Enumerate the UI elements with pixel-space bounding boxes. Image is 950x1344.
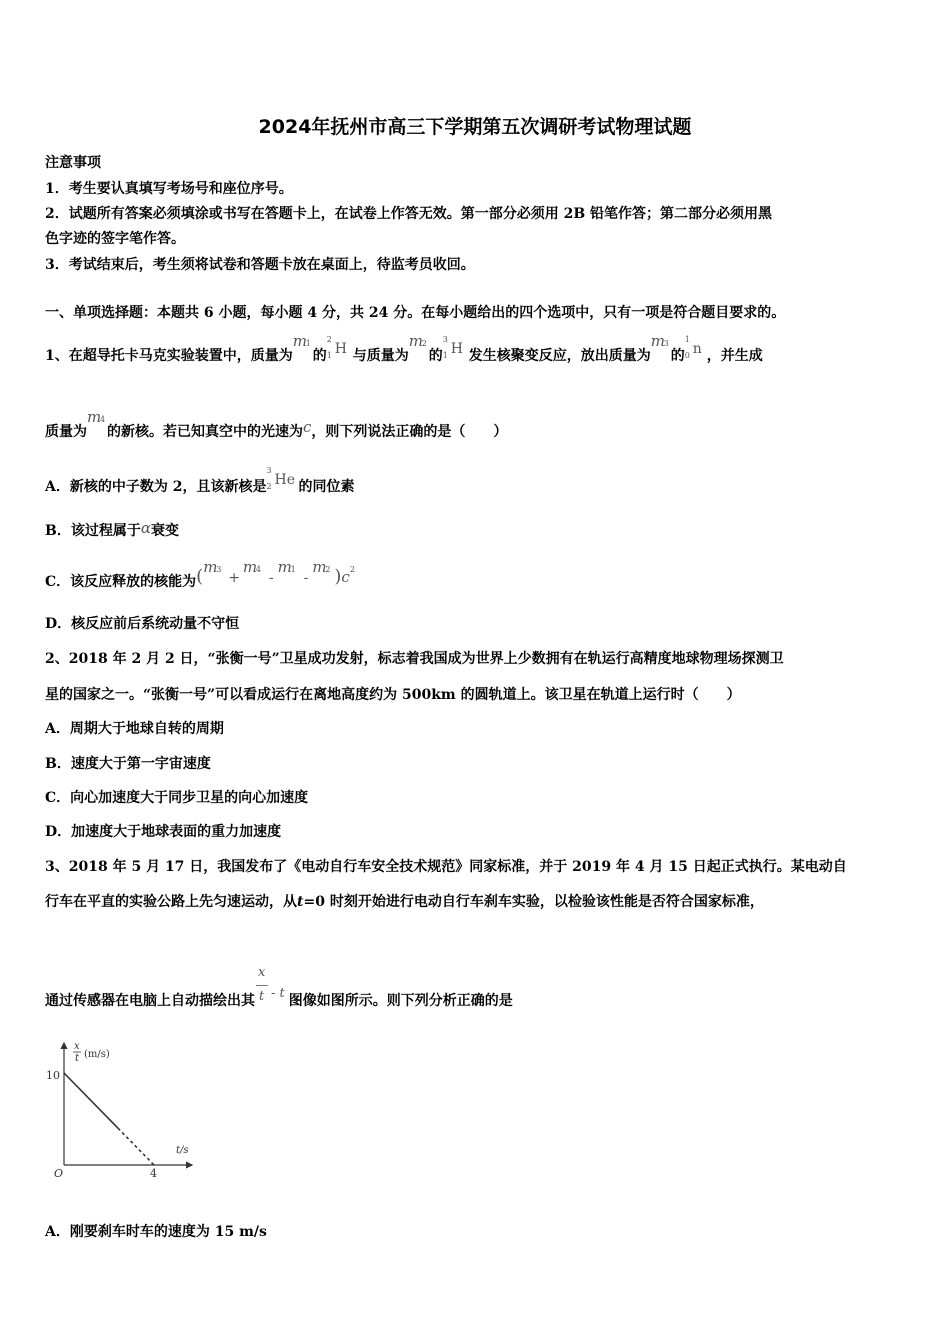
q1-text: 发生核聚变反应，放出质量为 <box>468 348 651 364</box>
q3-stem-line2 <box>45 891 764 911</box>
q1-text: 的 <box>428 348 443 364</box>
data-line-solid <box>64 1073 118 1128</box>
option-text: B．该过程属于 <box>45 523 141 539</box>
q1-option-a <box>45 466 355 496</box>
q1-text: 1、在超导托卡马克实验装置中，质量为 <box>45 348 293 364</box>
mass-m2: m 2 <box>408 332 427 350</box>
q1-text: 质量为 <box>45 424 87 440</box>
notice-item-1: 1．考生要认真填写考场号和座位序号。 <box>45 181 293 197</box>
q1-text: ，则下列说法正确的是（ ） <box>311 424 508 440</box>
q3-text: 通过传感器在电脑上自动描绘出其 <box>45 993 255 1009</box>
mass-m1: m 1 <box>292 332 311 350</box>
q1-text: 与质量为 <box>352 348 409 364</box>
q3-option-a: A．刚要刹车时车的速度为 15 m/s <box>45 1224 267 1240</box>
option-text: C．该反应释放的核能为 <box>45 574 197 590</box>
q3-text: 图像如图所示。则下列分析正确的是 <box>288 993 513 1009</box>
q3-stem-line1: 3、2018 年 5 月 17 日，我国发布了《电动自行车安全技术规范》同家标准，并于 2019 年 4 月 15 日起正式执行。某电动自 <box>45 859 847 875</box>
q1-text: ，并生成 <box>706 348 763 364</box>
page-title: 2024年抚州市高三下学期第五次调研考试物理试题 <box>258 116 692 138</box>
q1-option-b <box>45 519 179 540</box>
section-heading: 一、单项选择题：本题共 6 小题，每小题 4 分，共 24 分。在每小题给出的四个选项中，只有一项是符合题目要求的。 <box>45 305 786 321</box>
notice-item-2b: 色字迹的签字笔作答。 <box>45 231 185 247</box>
light-speed-symbol: c <box>303 418 312 436</box>
notice-item-2a: 2．试题所有答案必须填涂或书写在答题卡上，在试卷上作答无效。第一部分必须用 2B 铅笔作答；第二部分必须用黑 <box>45 206 773 222</box>
mass-m3: m 3 <box>650 332 669 350</box>
q2-stem-line1: 2、2018 年 2 月 2 日，“张衡一号”卫星成功发射，标志着我国成为世界上少数拥有在轨运行高精度地球物理场探测卫 <box>45 651 784 667</box>
notice-item-3: 3．考试结束后，考生须将试卷和答题卡放在桌面上，待监考员收回。 <box>45 257 475 273</box>
y-label-unit: (m/s) <box>84 1049 110 1060</box>
q2-option-c: C．向心加速度大于同步卫星的向心加速度 <box>45 790 309 806</box>
q3-text: 行车在平直的实验公路上先匀速运动，从 <box>45 894 297 910</box>
option-text: 的同位素 <box>298 479 355 495</box>
q1-stem-line2 <box>45 408 508 441</box>
q1-option-d: D．核反应前后系统动量不守恒 <box>45 616 240 632</box>
q3-stem-line3 <box>45 965 513 1019</box>
xt-vs-t-chart <box>40 1035 210 1185</box>
origin-label: O <box>54 1167 64 1180</box>
q1-text: 的新核。若已知真空中的光速为 <box>107 424 303 440</box>
deuterium-symbol: 2 1 H <box>326 335 347 360</box>
alpha-symbol: α <box>140 519 151 537</box>
y-label-numerator: x <box>74 1041 80 1052</box>
y-tick-label: 10 <box>46 1069 60 1082</box>
q2-option-b: B．速度大于第一宇宙速度 <box>45 756 211 772</box>
q3-text: =0 时刻开始进行电动自行车刹车实验，以检验该性能是否符合国家标准， <box>303 894 764 910</box>
q2-option-a: A．周期大于地球自转的周期 <box>45 721 224 737</box>
minus-t-label: - t <box>271 986 285 1001</box>
tritium-symbol: 3 1 H <box>442 335 463 360</box>
option-text: A．新核的中子数为 2，且该新核是 <box>45 479 267 495</box>
q1-stem-line1 <box>45 332 763 365</box>
q2-stem-line2: 星的国家之一。“张衡一号”可以看成运行在离地高度约为 500km 的圆轨道上。该卫星在轨道上运行时（ ） <box>45 687 741 703</box>
energy-formula: ( m 3 + m 4 - m 1 - m 2 )$c^2$ <box>196 558 355 587</box>
q1-text: 的 <box>312 348 327 364</box>
mass-m4: m 4 <box>87 408 106 426</box>
x-axis-label: t/s <box>176 1145 189 1156</box>
neutron-symbol: 1 0 n <box>684 335 702 360</box>
x-over-t-fraction: $\frac{x}{t}$ <box>255 979 271 1019</box>
option-text: 衰变 <box>150 523 179 539</box>
data-line-dashed <box>118 1128 154 1165</box>
x-tick-label: 4 <box>150 1167 157 1180</box>
helium-symbol: 3 2 He <box>266 466 295 491</box>
notice-heading: 注意事项 <box>45 155 101 171</box>
q2-option-d: D．加速度大于地球表面的重力加速度 <box>45 824 282 840</box>
time-symbol: t <box>297 894 304 910</box>
y-label-denominator: t <box>75 1053 80 1064</box>
q1-text: 的 <box>670 348 685 364</box>
q1-option-c <box>45 558 355 591</box>
